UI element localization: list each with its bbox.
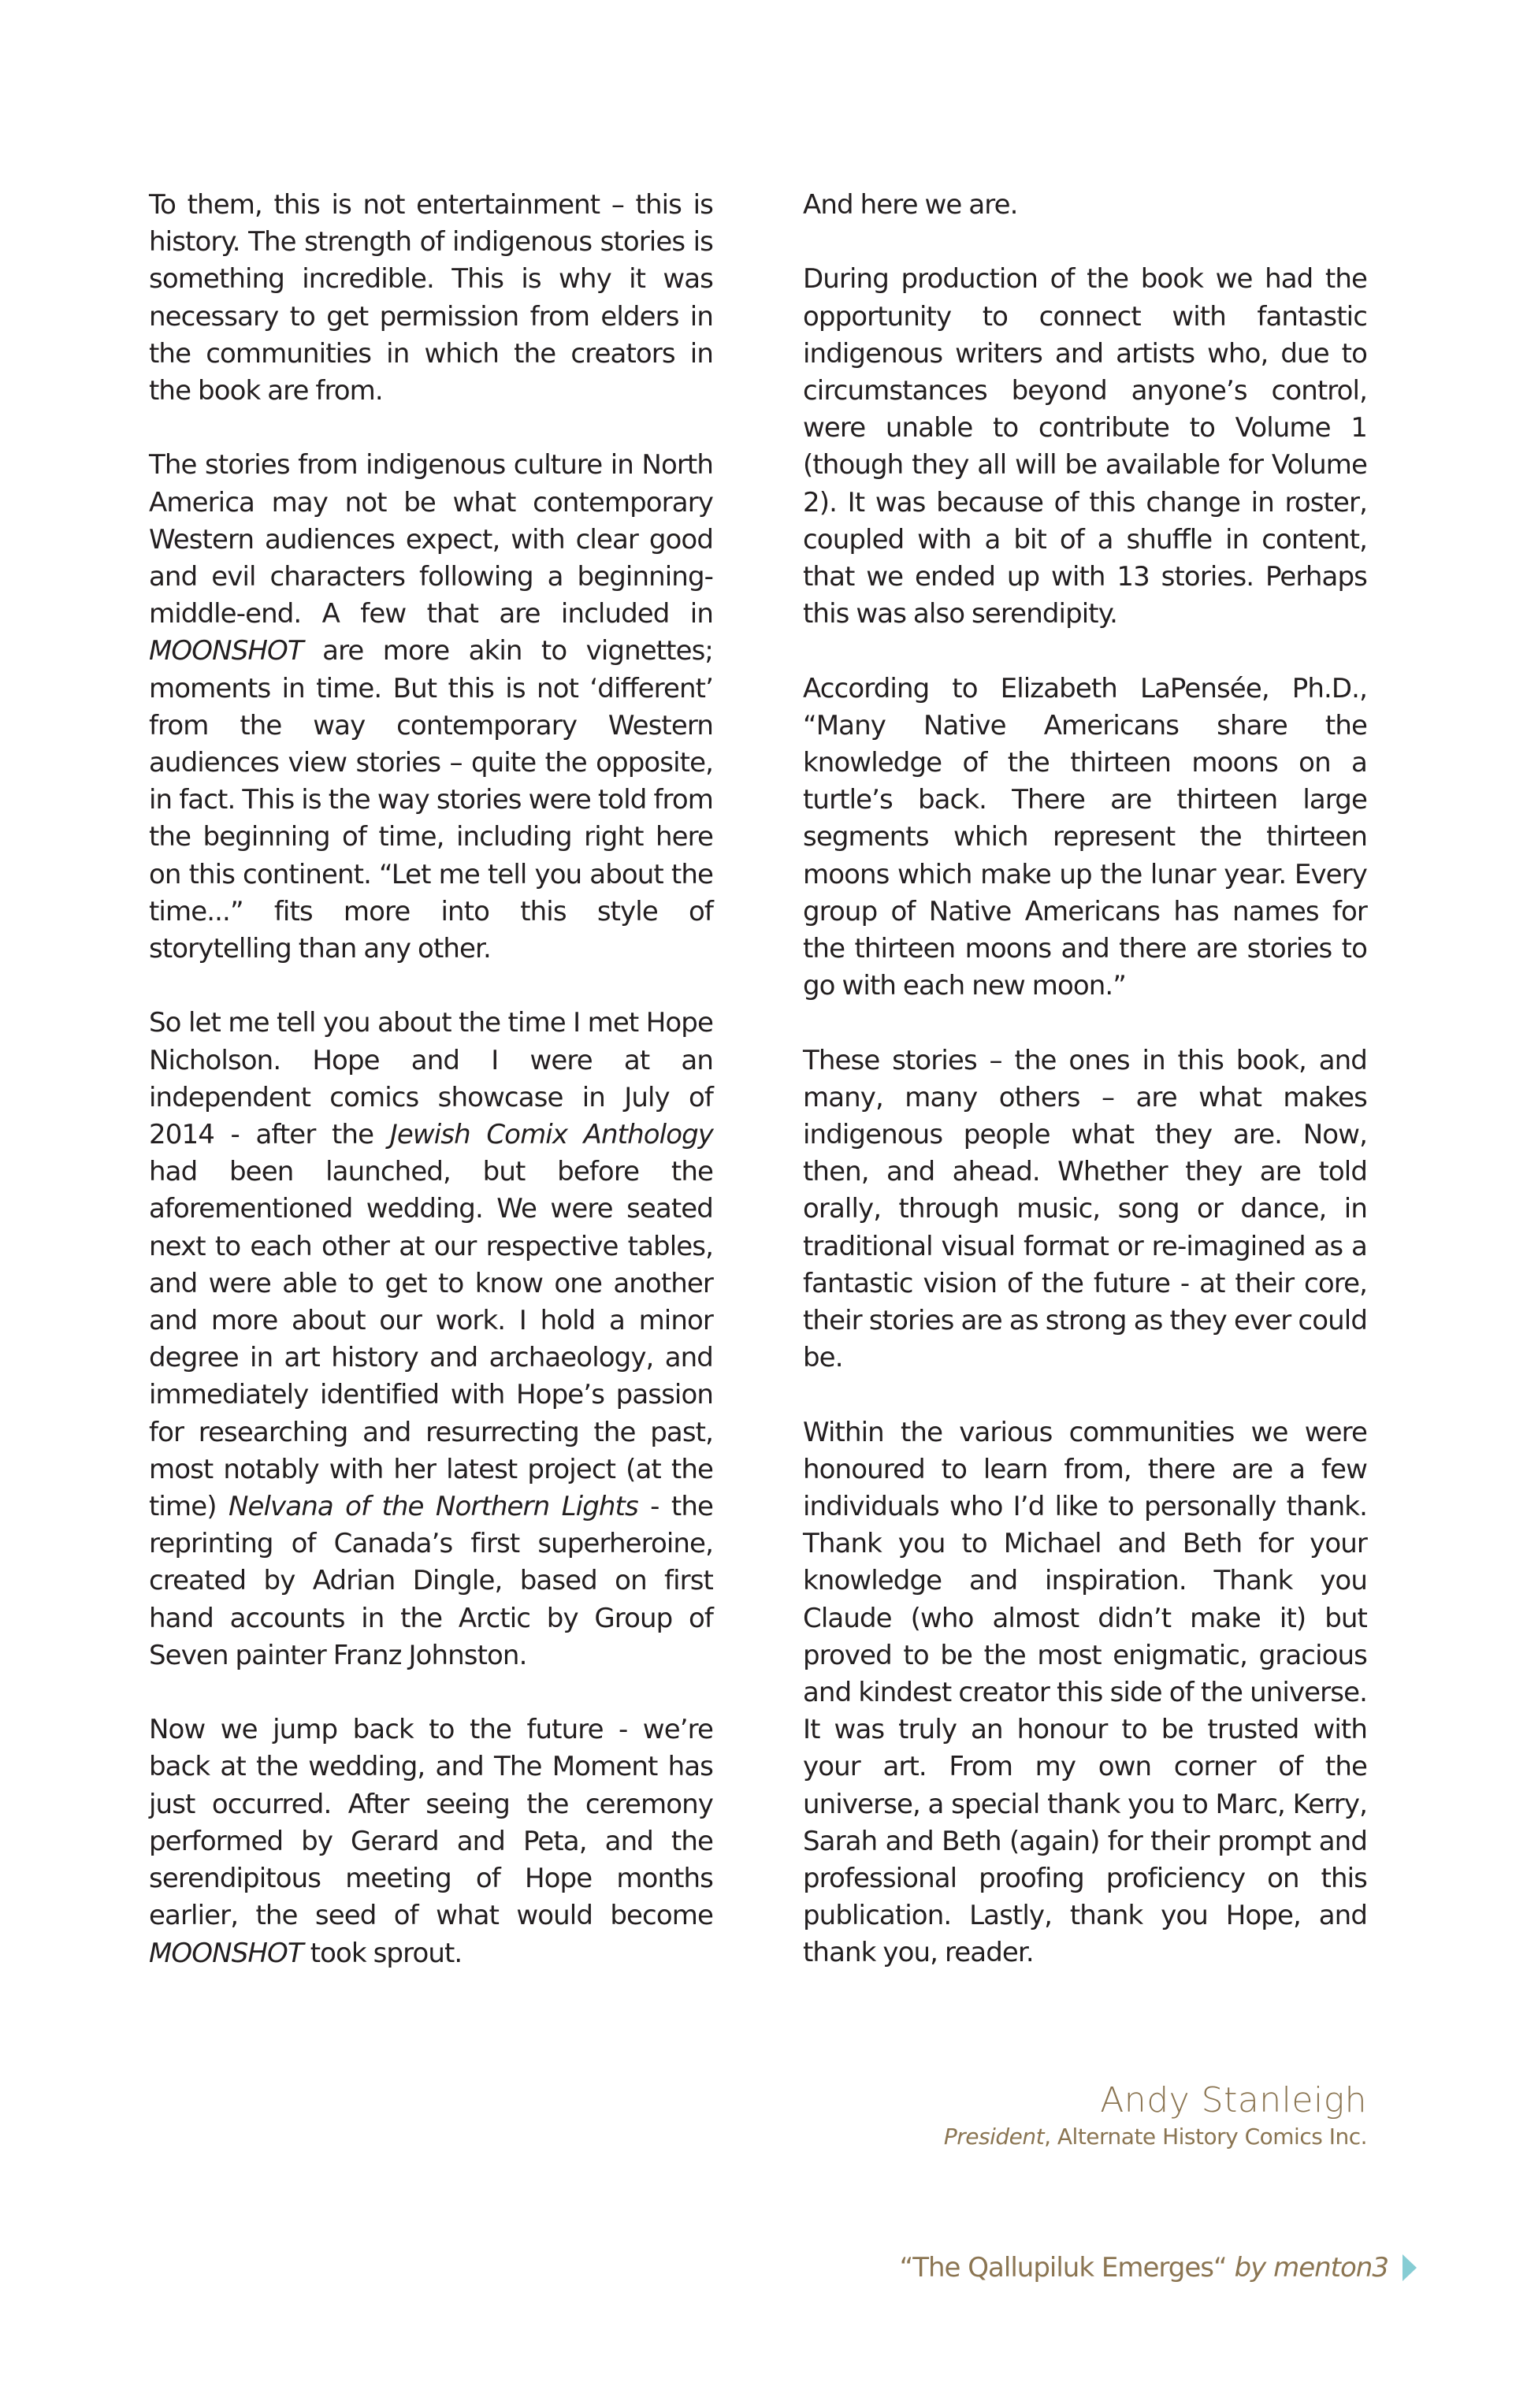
book-title: Nelvana of the Northern Lights — [228, 1491, 638, 1523]
book-title: MOONSHOT — [149, 1937, 303, 1969]
paragraph: These stories – the ones in this book, and many, many others – are what makes indigenous people what they are. Now, then, and ahead. Whether they are told orally, through music, song or dance, in traditional visual format or re-imagined as a fantastic vision of the future - at their core, their stories are as strong as they ever could be. — [803, 1044, 1367, 1374]
next-story-byline: by menton3 — [1234, 2252, 1388, 2284]
paragraph: Within the various communities we were honoured to learn from, there are a few individuals who I’d like to personally thank. Thank you to Michael and Beth for your knowledge and inspiration. Thank you Claude (who almost didn’t make it) but proved to be the most enigmatic, gracious and kindest creator this side of the universe. It was truly an honour to be trusted with your art. From my own corner of the universe, a special thank you to Marc, Kerry, Sarah and Beth (again) for their prompt and professional proofing proficiency on this publication. Lastly, thank you Hope, and thank you, reader. — [803, 1416, 1367, 1969]
book-title: Jewish Comix Anthology — [389, 1119, 713, 1151]
paragraph: During production of the book we had the opportunity to connect with fantastic indigenous writers and artists who, due to circumstances beyond anyone’s control, were unable to contribute to Volume 1 (though they all will be available for Volume 2). It was because of this change in roster, coupled with a bit of a shuffle in content, that we ended up with 13 stories. Perhaps this was also serendipity. — [803, 263, 1367, 630]
signature-block — [944, 2080, 1367, 2153]
paragraph: According to Elizabeth LaPensée, Ph.D., “Many Native Americans share the knowledge of the thirteen moons on a turtle’s back. There are thirteen large segments which represent the thirteen moons which make up the lunar year. Every group of Native Americans has names for the thirteen moons and there are stories to go with each new moon.” — [803, 672, 1367, 1002]
left-column — [149, 187, 713, 2009]
next-story-footer[interactable] — [900, 2252, 1417, 2284]
signature-role — [944, 2121, 1367, 2153]
signature-organization: , Alternate History Comics Inc. — [1044, 2124, 1367, 2150]
next-story-title[interactable]: “The Qallupiluk Emerges“ — [899, 2252, 1227, 2284]
signature-name: Andy Stanleigh — [1100, 2080, 1367, 2120]
paragraph: Now we jump back to the future - we’re back at the wedding, and The Moment has just occurred. After seeing the ceremony performed by Gerard and Peta, and the serendipitous meeting of Hope months earlier, the seed of what would become MOONSHOT took sprout. — [149, 1714, 713, 1969]
right-column — [803, 187, 1367, 2009]
signature-title: President — [943, 2124, 1045, 2150]
triangle-right-icon[interactable] — [1403, 2254, 1417, 2281]
paragraph: And here we are. — [803, 189, 1018, 221]
book-title: MOONSHOT — [149, 635, 303, 667]
paragraph: So let me tell you about the time I met Hope Nicholson. Hope and I were at an independent comics showcase in July of 2014 - after the Jewish Comix Anthology had been launched, but before the aforementioned wedding. We were seated next to each other at our respective tables, and were able to get to know one another and more about our work. I hold a minor degree in art history and archaeology, and immediately identified with Hope’s passion for researching and resurrecting the past, most notably with her latest project (at the time) Nelvana of the Northern Lights - the reprinting of Canada’s first superheroine, created by Adrian Dingle, based on first hand accounts in the Arctic by Group of Seven painter Franz Johnston. — [149, 1007, 713, 1671]
paragraph: To them, this is not entertainment – this is history. The strength of indigenous stories is something incredible. This is why it was necessary to get permission from elders in the communities in which the creators in the book are from. — [149, 189, 713, 407]
paragraph: The stories from indigenous culture in North America may not be what contemporary Western audiences expect, with clear good and evil characters following a beginning-middle-end. A few that are included in MOONSHOT are more akin to vignettes; moments in time. But this is not ‘different’ from the way contemporary Western audiences view stories – quite the opposite, in fact. This is the way stories were told from the beginning of time, including right here on this continent. “Let me tell you about the time...” fits more into this style of storytelling than any other. — [149, 449, 713, 965]
